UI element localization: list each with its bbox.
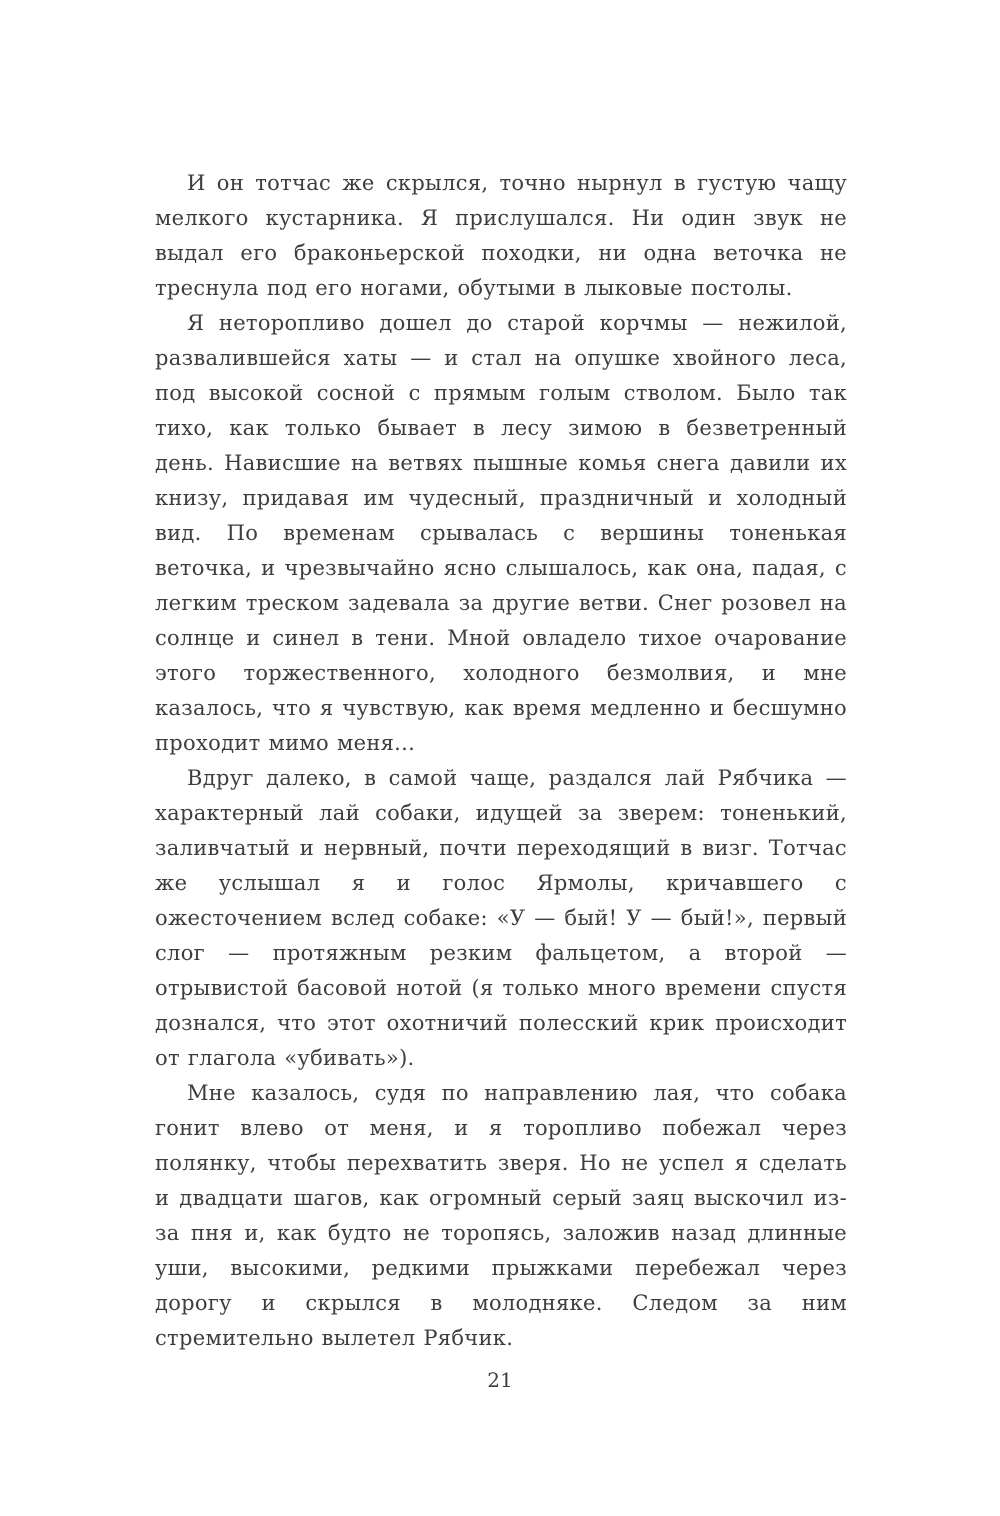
paragraph-1: И он тотчас же скрылся, точно нырнул в густую чащу мелкого кустарника. Я прислушался. Ни один звук не выдал его браконьерской походки, ни одна веточка не треснула под его ногами, обутыми в лыковые постолы. [155, 171, 847, 300]
paragraph-4: Мне казалось, судя по направлению лая, что собака гонит влево от меня, и я торопливо побежал через полянку, чтобы перехватить зверя. Но не успел я сделать и двадцати шагов, как огромный серый заяц выскочил из-за пня и, как будто не торопясь, заложив назад длинные уши, высокими, редкими прыжками перебежал через дорогу и скрылся в молодняке. Следом за ним стремительно вылетел Рябчик. [155, 1081, 847, 1350]
text-block [155, 166, 847, 1356]
paragraph-2: Я неторопливо дошел до старой корчмы — нежилой, развалившейся хаты — и стал на опушке хвойного леса, под высокой сосной с прямым голым стволом. Было так тихо, как только бывает в лесу зимою в безветренный день. Нависшие на ветвях пышные комья снега давили их книзу, придавая им чудесный, праздничный и холодный вид. По временам срывалась с вершины тоненькая веточка, и чрезвычайно ясно слышалось, как она, падая, с легким треском задевала за другие ветви. Снег розовел на солнце и синел в тени. Мной овладело тихое очарование этого торжественного, холодного безмолвия, и мне казалось, что я чувствую, как время медленно и бесшумно проходит мимо меня... [155, 311, 847, 755]
page-number: 21 [487, 1368, 513, 1392]
paragraph-3: Вдруг далеко, в самой чаще, раздался лай Рябчика — характерный лай собаки, идущей за зверем: тоненький, заливчатый и нервный, почти переходящий в визг. Тотчас же услышал я и голос Ярмолы, кричавшего с ожесточением вслед собаке: «У — бый! У — бый!», первый слог — протяжным резким фальцетом, а второй — отрывистой басовой нотой (я только много времени спустя дознался, что этот охотничий полесский крик происходит от глагола «убивать»). [155, 766, 847, 1070]
